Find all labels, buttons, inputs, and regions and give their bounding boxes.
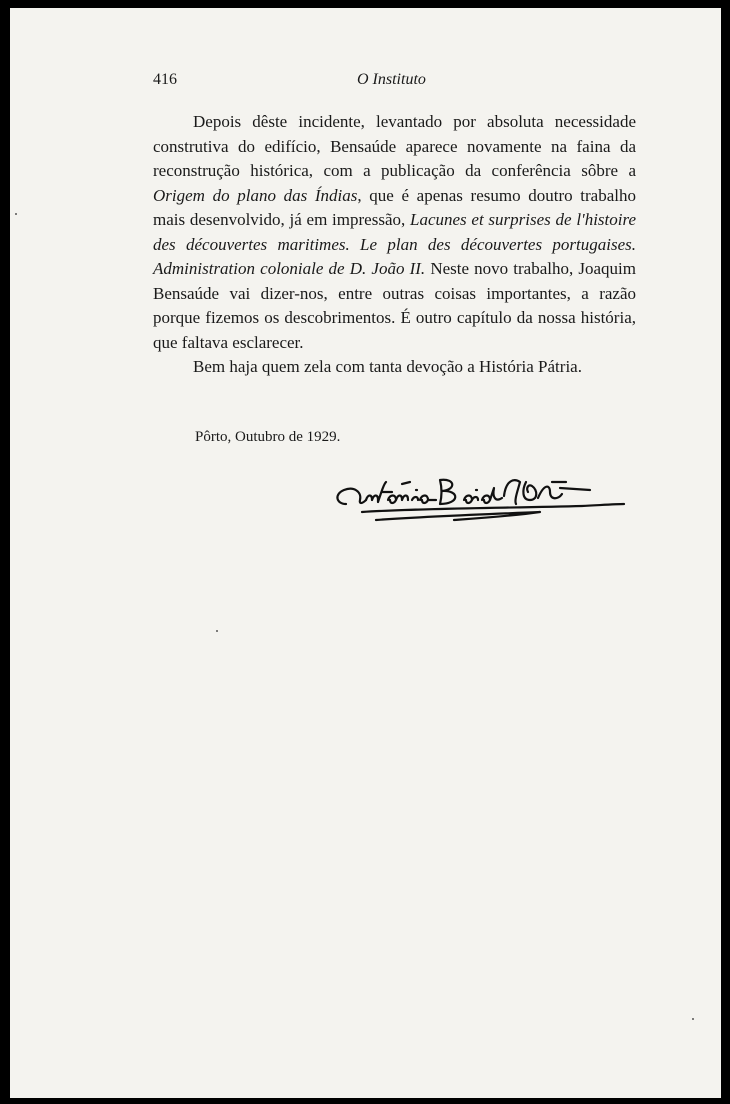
body-text: [153, 110, 636, 380]
paragraph-1-text-a: Depois dêste incidente, levantado por absoluta necessidade construtiva do edifício, Bensaúde aparece novamente na faina da reconstrução histórica, com a publicação da conferência sôbre a: [153, 112, 636, 180]
document-page: [10, 8, 721, 1098]
work-title-lacunes: Lacunes et surprises de l'histoire des découvertes maritimes. Le plan des découvertes portugaises. Administration coloniale de D. João II.: [153, 210, 637, 278]
paper-speck: [692, 1018, 694, 1020]
paragraph-1-text-c: Neste novo trabalho, Joaquim Bensaúde vai dizer-nos, entre outras coisas importantes, a razão porque fizemos os descobrimentos. É outro capítulo da nossa história, que faltava esclarecer.: [153, 259, 636, 352]
paragraph-2: Bem haja quem zela com tanta devoção a História Pátria.: [193, 357, 582, 376]
page-number: 416: [153, 71, 177, 88]
paragraph-1-text-b: , que é apenas resumo doutro trabalho mais desenvolvido, já em impressão,: [153, 185, 636, 229]
running-title: O Instituto: [357, 71, 426, 88]
paper-speck: [15, 213, 17, 215]
page-header: [153, 71, 633, 95]
paragraph-1: [153, 110, 636, 355]
work-title-origem: Origem do plano das Índias: [153, 185, 358, 205]
paper-speck: [216, 630, 218, 632]
signature: [332, 470, 632, 530]
dateline: Pôrto, Outubro de 1929.: [195, 429, 341, 445]
